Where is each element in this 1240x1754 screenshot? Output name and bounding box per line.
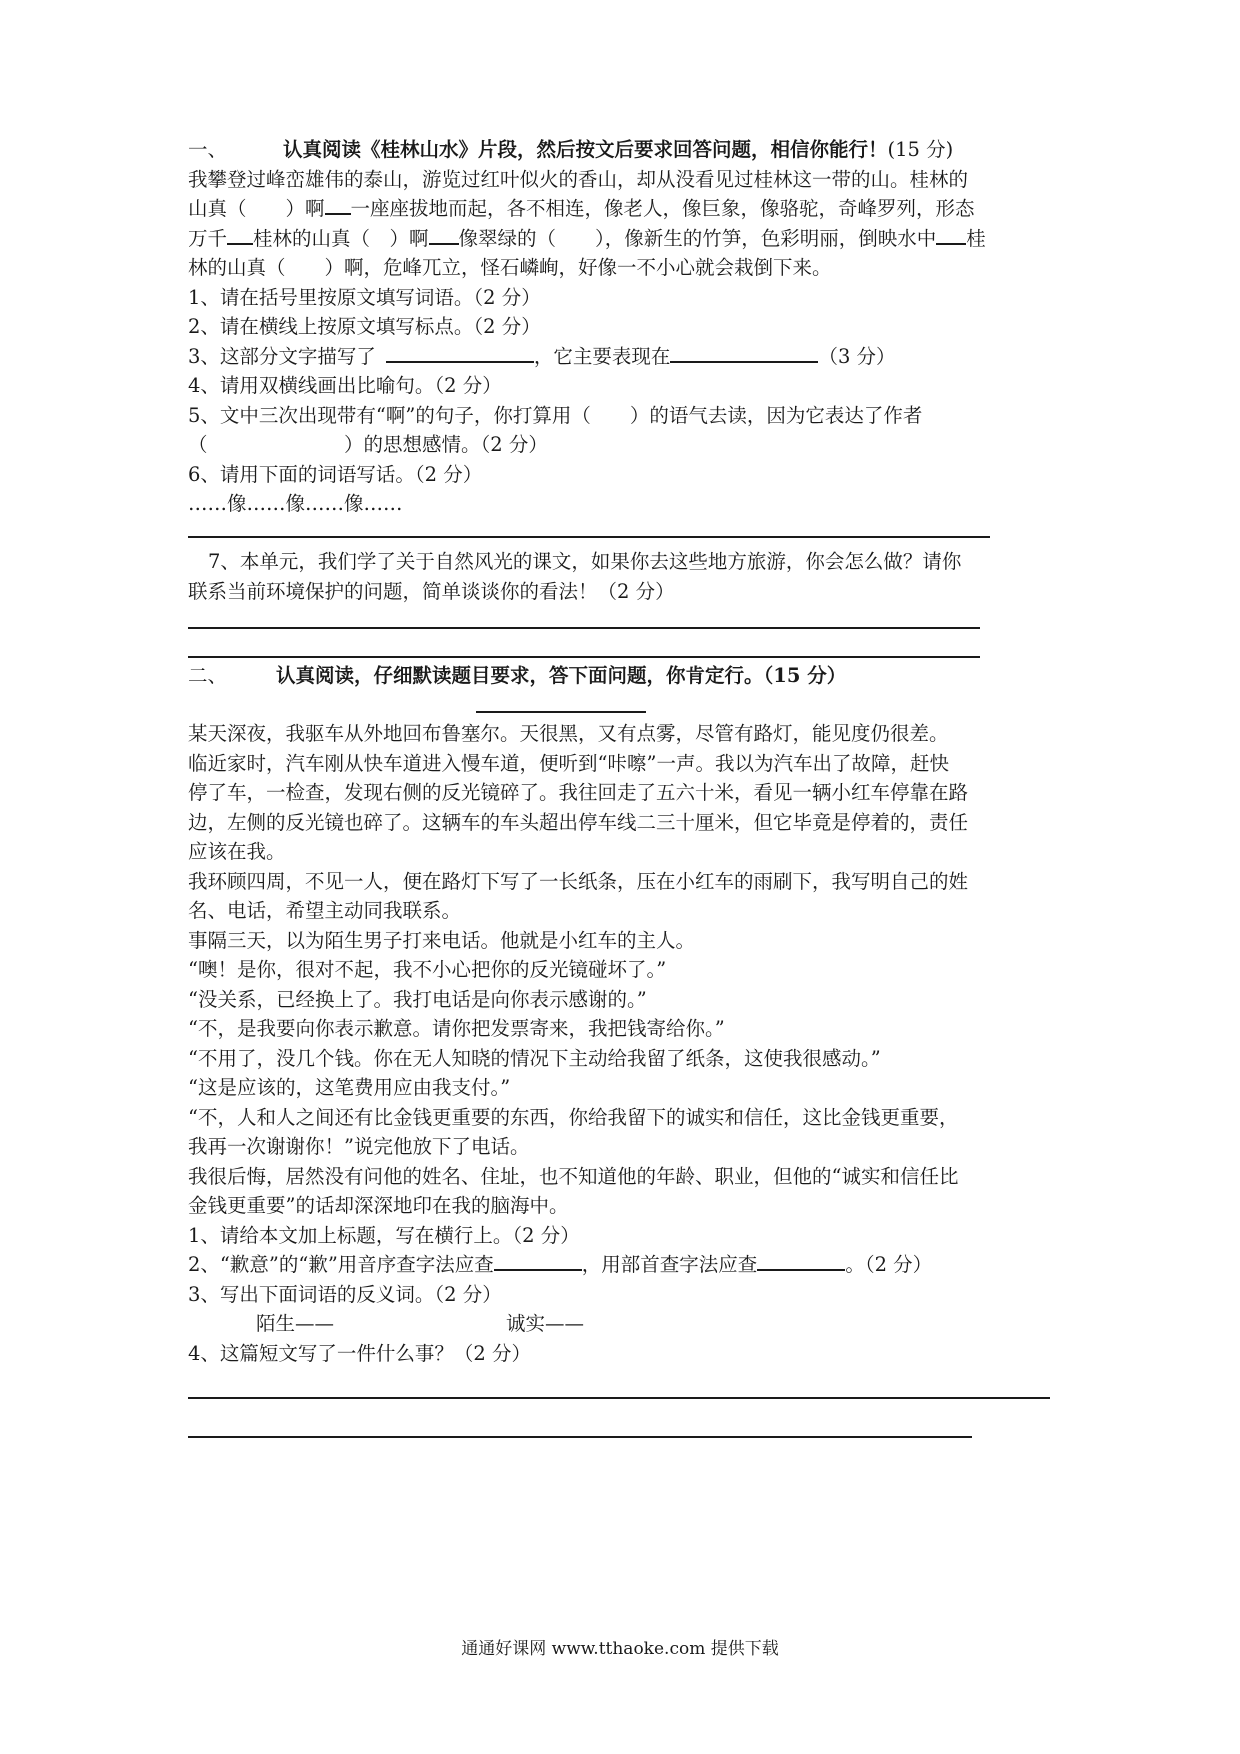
s2-question-1: 1、请给本文加上标题，写在横行上。（2 分） — [188, 1224, 580, 1247]
section2-number: 二、 — [188, 664, 228, 687]
section2-points: （15 分） — [763, 664, 847, 687]
s2-question-4: 4、这篇短文写了一件什么事？（2 分） — [188, 1342, 532, 1365]
passage2-line: 金钱更重要”的话却深深地印在我的脑海中。 — [188, 1194, 569, 1217]
s1-q3-blank-1[interactable] — [386, 343, 534, 363]
s1-q3-points: （3 分） — [818, 345, 896, 368]
section2-title: 认真阅读，仔细默读题目要求，答下面问题，你肯定行。 — [276, 664, 764, 687]
passage2-line: “没关系，已经换上了。我打电话是向你表示感谢的。” — [188, 988, 647, 1011]
s2-q2-text-a: 2、“歉意”的“歉”用音序查字法应查 — [188, 1253, 494, 1276]
s2-q2-blank-1[interactable] — [494, 1251, 582, 1271]
passage1-line3-b: 桂林的山真（ ）啊 — [253, 227, 429, 250]
passage1-line3-c: 像翠绿的（ ），像新生的竹笋，色彩明丽，倒映水中 — [458, 227, 937, 250]
s1-question-5-line1: 5、文中三次出现带有“啊”的句子，你打算用（ ）的语气去读，因为它表达了作者 — [188, 404, 923, 427]
passage2-line: 某天深夜，我驱车从外地回布鲁塞尔。天很黑，又有点雾，尽管有路灯，能见度仍很差。 — [188, 722, 949, 745]
passage2-line: 事隔三天，以为陌生男子打来电话。他就是小红车的主人。 — [188, 929, 696, 952]
section1-points: (15 分) — [887, 138, 954, 161]
passage2-line: “不，人和人之间还有比金钱更重要的东西，你给我留下的诚实和信任，这比金钱更重要， — [188, 1106, 959, 1129]
s2-q4-answer-line-1[interactable] — [188, 1397, 1050, 1399]
passage2-line: “这是应该的，这笔费用应由我支付。” — [188, 1076, 511, 1099]
passage2-line: 我很后悔，居然没有问他的姓名、住址，也不知道他的年龄、职业，但他的“诚实和信任比 — [188, 1165, 959, 1188]
punctuation-blank[interactable] — [227, 225, 253, 245]
s2-question-3: 3、写出下面词语的反义词。（2 分） — [188, 1283, 502, 1306]
s1-q6-answer-line[interactable] — [188, 536, 990, 538]
section1-title: 认真阅读《桂林山水》片段，然后按文后要求回答问题，相信你能行！ — [283, 138, 888, 161]
passage1-line2-b: 一座座拔地而起，各不相连，像老人，像巨象，像骆驼，奇峰罗列，形态 — [350, 197, 975, 220]
s1-question-7-line1: 7、本单元，我们学了关于自然风光的课文，如果你去这些地方旅游，你会怎么做？请你 — [208, 550, 962, 573]
s1-question-2: 2、请在横线上按原文填写标点。（2 分） — [188, 315, 541, 338]
antonym-word-1: 陌生—— — [256, 1312, 335, 1335]
s1-question-5-line2: （ ）的思想感情。（2 分） — [188, 433, 548, 456]
passage2-line: 我再一次谢谢你！”说完他放下了电话。 — [188, 1135, 530, 1158]
s1-question-3 — [188, 343, 896, 371]
s1-question-4: 4、请用双横线画出比喻句。（2 分） — [188, 374, 502, 397]
punctuation-blank[interactable] — [936, 225, 966, 245]
passage1-line3-d: 桂 — [966, 227, 986, 250]
punctuation-blank[interactable] — [429, 225, 459, 245]
passage2-line: 停了车，一检查，发现右侧的反光镜碎了。我往回走了五六十米，看见一辆小红车停靠在路 — [188, 781, 969, 804]
s2-q2-blank-2[interactable] — [757, 1251, 845, 1271]
section2-heading — [188, 662, 846, 690]
passage2-line: “不用了，没几个钱。你在无人知晓的情况下主动给我留了纸条，这使我很感动。” — [188, 1047, 881, 1070]
punctuation-blank[interactable] — [325, 195, 351, 215]
s1-question-7-line2: 联系当前环境保护的问题，简单谈谈你的看法！（2 分） — [188, 580, 675, 603]
s1-question-1: 1、请在括号里按原文填写词语。（2 分） — [188, 286, 541, 309]
passage2-line: 名、电话，希望主动同我联系。 — [188, 899, 462, 922]
passage1-line2 — [188, 195, 975, 223]
passage2-line: “噢！是你，很对不起，我不小心把你的反光镜碰坏了。” — [188, 958, 667, 981]
antonym-word-2: 诚实—— — [506, 1312, 585, 1335]
title-answer-line[interactable] — [476, 711, 646, 713]
passage2-line: 边，左侧的反光镜也碎了。这辆车的车头超出停车线二三十厘米，但它毕竟是停着的，责任 — [188, 811, 969, 834]
s1-question-6: 6、请用下面的词语写话。（2 分） — [188, 463, 483, 486]
passage1-line3 — [188, 225, 986, 253]
s1-question-6-words: ……像……像……像…… — [188, 492, 403, 515]
passage1-line3-a: 万千 — [188, 227, 228, 250]
section1-number: 一、 — [188, 138, 228, 161]
s2-q4-answer-line-2[interactable] — [188, 1436, 972, 1438]
passage2-line: 临近家时，汽车刚从快车道进入慢车道，便听到“咔嚓”一声。我以为汽车出了故障，赶快 — [188, 752, 949, 775]
passage1-line4: 林的山真（ ）啊，危峰兀立，怪石嶙峋，好像一不小心就会栽倒下来。 — [188, 256, 832, 279]
passage2-line: “不，是我要向你表示歉意。请你把发票寄来，我把钱寄给你。” — [188, 1017, 725, 1040]
passage1-line1: 我攀登过峰峦雄伟的泰山，游览过红叶似火的香山，却从没看见过桂林这一带的山。桂林的 — [188, 168, 969, 191]
s2-q2-text-b: ，用部首查字法应查 — [581, 1253, 758, 1276]
s2-q2-points: 。（2 分） — [845, 1253, 933, 1276]
s1-q3-text-b: ，它主要表现在 — [533, 345, 671, 368]
passage2-line: 应该在我。 — [188, 840, 286, 863]
passage2-line: 我环顾四周，不见一人，便在路灯下写了一长纸条，压在小红车的雨刷下，我写明自己的姓 — [188, 870, 969, 893]
s1-q3-blank-2[interactable] — [670, 343, 818, 363]
s1-q7-answer-line-1[interactable] — [188, 627, 980, 629]
s1-q3-text-a: 3、这部分文字描写了 — [188, 345, 376, 368]
passage1-line2-a: 山真（ ）啊 — [188, 197, 325, 220]
s1-q7-answer-line-2[interactable] — [188, 656, 980, 658]
s2-question-2 — [188, 1251, 932, 1279]
footer-credit: 通通好课网 www.tthaoke.com 提供下载 — [461, 1639, 779, 1659]
section1-heading — [188, 136, 953, 164]
